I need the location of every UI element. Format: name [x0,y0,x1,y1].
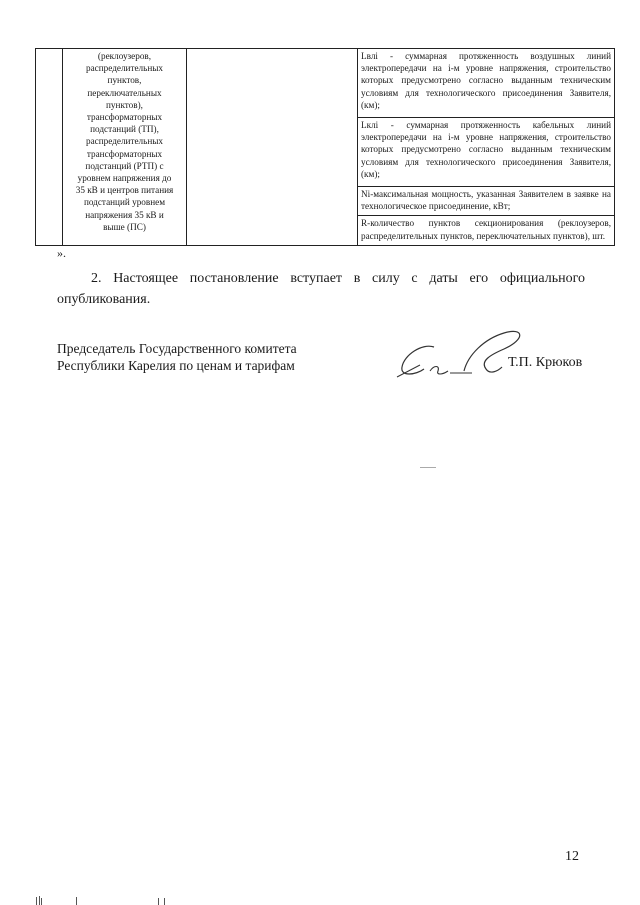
definition-ni: Ni-максимальная мощность, указанная Заявителем в заявке на технологическое присоединение, кВт; [358,186,615,216]
definition-lkl: Lклi - суммарная протяженность кабельных линий электропередачи на i-м уровне напряжения, строительство которых предусмотрено согласно выданным техническим условиям для технологического присоединения Заявителя, (км); [358,117,615,186]
object-line: переключательных [87,87,162,98]
paragraph-2: 2. Настоящее постановление вступает в силу с даты его официального опубликования. [57,271,585,307]
position-line: Республики Карелия по ценам и тарифам [57,358,295,373]
table-cell-object-description [63,49,187,246]
object-line: пунктов, [107,75,142,86]
object-line: подстанций уровнем [83,197,166,208]
object-line: выше (ПС) [103,221,146,232]
object-line: трансформаторных [86,148,163,159]
signer-position [57,340,297,374]
signer-name: Т.П. Крюков [508,355,583,370]
closing-quote: ». [57,246,66,260]
formula-definitions-table [35,48,615,246]
object-line: 35 кВ и центров питания [75,185,174,196]
position-line: Председатель Государственного комитета [57,341,297,356]
object-line: распределительных [85,63,164,74]
object-line: трансформаторных [86,112,163,123]
object-line: подстанций (РТП) с [85,160,164,171]
object-line: подстанций (ТП), [90,124,159,135]
object-line: пунктов), [106,99,143,110]
object-line: уровнем напряжения до [77,173,172,184]
definition-lvl: Lвлi - суммарная протяженность воздушных линий электропередачи на i-м уровне напряжения, строительство которых предусмотрено согласно выданным техническим условиям для технологического присоединения Заявителя, (км); [358,49,615,118]
object-line: напряжения 35 кВ и [85,209,164,220]
definition-r: R-количество пунктов секционирования (реклоузеров, распределительных пунктов, переключательных пунктов), шт. [358,216,615,246]
scan-mark [420,467,436,468]
table-cell-number [36,49,63,246]
page-number: 12 [565,849,579,864]
object-line: распределительных [85,136,164,147]
scan-edge-marks [36,896,176,905]
object-line: (реклоузеров, [97,51,152,61]
table-row [36,49,615,118]
table-cell-empty [187,49,358,246]
